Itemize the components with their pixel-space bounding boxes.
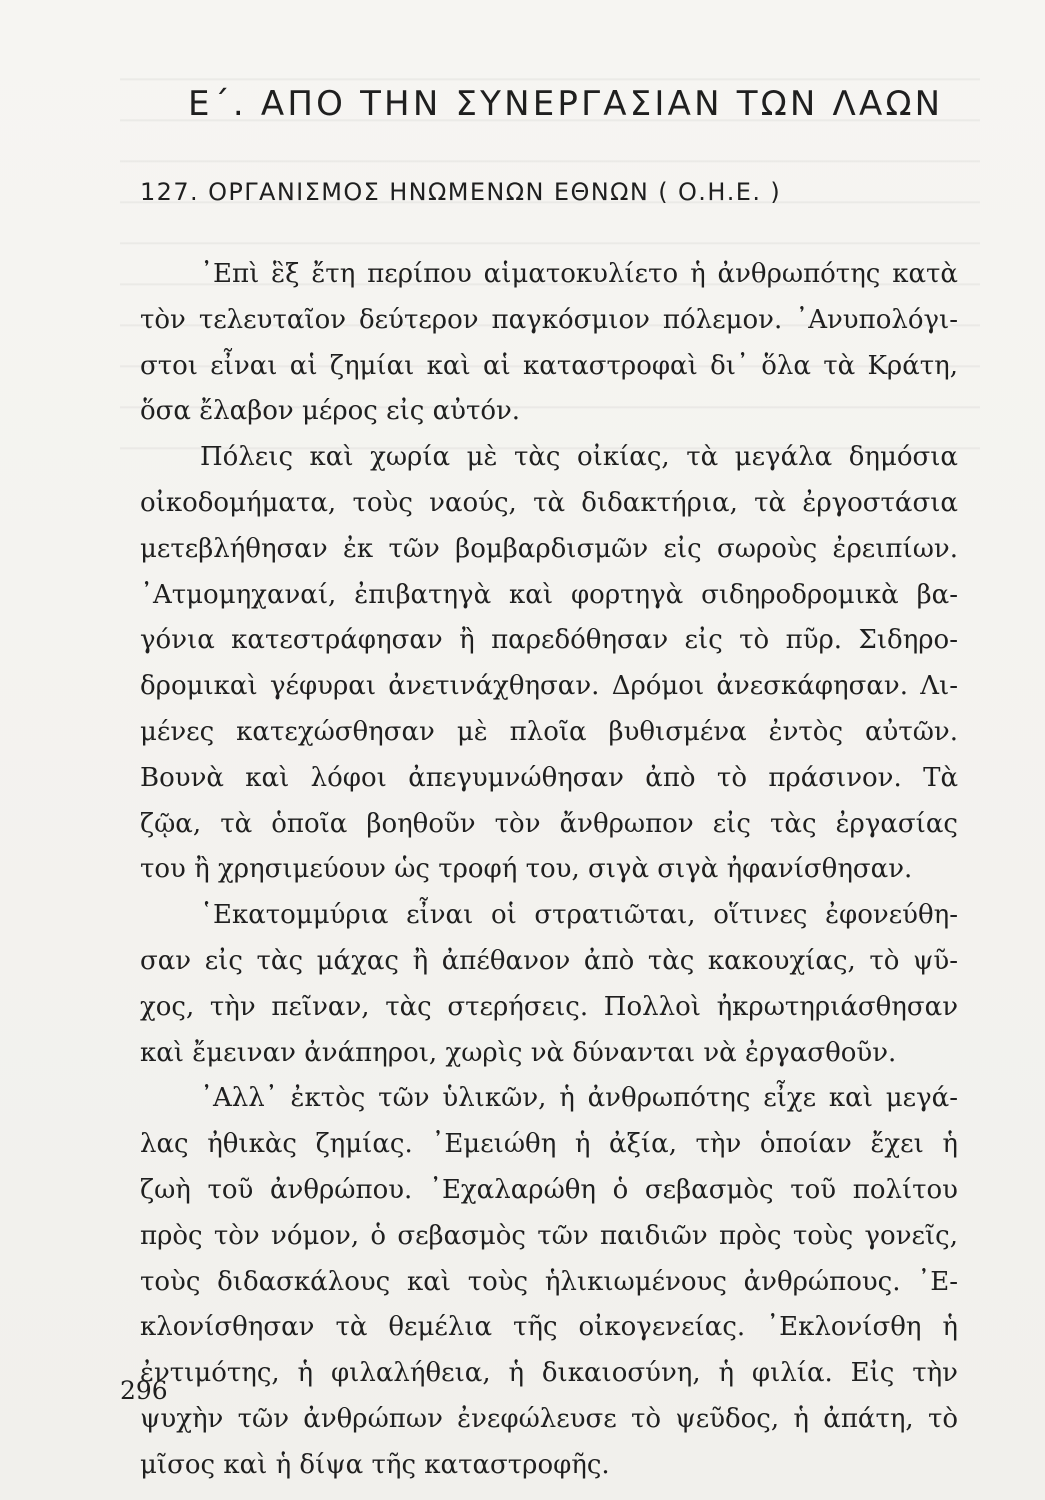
page-number: 296 (120, 1376, 168, 1405)
text-line: ᾿Ατμομηχαναί, ἐπιβατηγὰ καὶ φορτηγὰ σιδηροδρομικὰ βα- (140, 579, 958, 610)
text-line: ζῷα, τὰ ὁποῖα βοηθοῦν τὸν ἄνθρωπον εἰς τὰς ἐργασίας (140, 808, 958, 839)
text-line: του ἢ χρησιμεύουν ὡς τροφή του, σιγὰ σιγὰ ἠφανίσθησαν. (140, 854, 913, 885)
body-text (140, 252, 958, 1489)
text-line: ᾿Αλλ᾿ ἐκτὸς τῶν ὑλικῶν, ἡ ἀνθρωπότης εἶχε καὶ μεγά- (200, 1083, 958, 1114)
text-line: ᾿Επὶ ἓξ ἔτη περίπου αἱματοκυλίετο ἡ ἀνθρωπότης κατὰ (200, 259, 958, 289)
text-line: ὅσα ἔλαβον μέρος εἰς αὐτόν. (140, 396, 521, 427)
text-line: οἰκοδομήματα, τοὺς ναούς, τὰ διδακτήρια, τὰ ἐργοστάσια (140, 487, 958, 518)
text-line: ῾Εκατομμύρια εἶναι οἱ στρατιῶται, οἵτινες ἐφονεύθη- (200, 900, 958, 931)
text-line: Πόλεις καὶ χωρία μὲ τὰς οἰκίας, τὰ μεγάλα δημόσια (200, 442, 958, 473)
text-line: μένες κατεχώσθησαν μὲ πλοῖα βυθισμένα ἐντὸς αὐτῶν. (140, 716, 958, 747)
text-line: γόνια κατεστράφησαν ἢ παρεδόθησαν εἰς τὸ πῦρ. Σιδηρο- (140, 625, 958, 656)
text-line: στοι εἶναι αἱ ζημίαι καὶ αἱ καταστροφαὶ δι᾿ ὅλα τὰ Κράτη, (140, 350, 958, 381)
text-line: Βουνὰ καὶ λόφοι ἀπεγυμνώθησαν ἀπὸ τὸ πράσινον. Τὰ (140, 762, 958, 793)
text-line: ψυχὴν τῶν ἀνθρώπων ἐνεφώλευσε τὸ ψεῦδος, ἡ ἀπάτη, τὸ (140, 1403, 958, 1434)
text-line: καὶ ἔμειναν ἀνάπηροι, χωρὶς νὰ δύνανται νὰ ἐργασθοῦν. (140, 1037, 897, 1068)
text-line: κλονίσθησαν τὰ θεμέλια τῆς οἰκογενείας. ᾿Εκλονίσθη ἡ (140, 1312, 958, 1343)
text-line: ζωὴ τοῦ ἀνθρώπου. ᾿Εχαλαρώθη ὁ σεβασμὸς τοῦ πολίτου (140, 1174, 958, 1205)
text-line: τὸν τελευταῖον δεύτερον παγκόσμιον πόλεμον. ᾿Ανυπολόγι- (140, 304, 958, 335)
text-line: χος, τὴν πεῖναν, τὰς στερήσεις. Πολλοὶ ἠκρωτηριάσθησαν (140, 991, 958, 1022)
text-line: μετεβλήθησαν ἐκ τῶν βομβαρδισμῶν εἰς σωροὺς ἐρειπίων. (140, 533, 958, 564)
chapter-title: Ε΄. ΑΠΟ ΤΗΝ ΣΥΝΕΡΓΑΣΙΑΝ ΤΩΝ ΛΑΩΝ (188, 84, 944, 124)
section-title: 127. ΟΡΓΑΝΙΣΜΟΣ ΗΝΩΜΕΝΩΝ ΕΘΝΩΝ ( Ο.Η.Ε. ) (140, 178, 782, 206)
text-line: δρομικαὶ γέφυραι ἀνετινάχθησαν. Δρόμοι ἀνεσκάφησαν. Λι- (140, 671, 958, 702)
text-line: ἐντιμότης, ἡ φιλαλήθεια, ἡ δικαιοσύνη, ἡ φιλία. Εἰς τὴν (140, 1358, 958, 1389)
text-line: σαν εἰς τὰς μάχας ἢ ἀπέθανον ἀπὸ τὰς κακουχίας, τὸ ψῦ- (140, 945, 958, 976)
text-line: λας ἠθικὰς ζημίας. ᾿Εμειώθη ἡ ἀξία, τὴν ὁποίαν ἔχει ἡ (140, 1129, 958, 1160)
text-line: μῖσος καὶ ἡ δίψα τῆς καταστροφῆς. (140, 1449, 610, 1480)
text-line: τοὺς διδασκάλους καὶ τοὺς ἡλικιωμένους ἀνθρώπους. ᾿Ε- (140, 1266, 958, 1297)
text-line: πρὸς τὸν νόμον, ὁ σεβασμὸς τῶν παιδιῶν πρὸς τοὺς γονεῖς, (140, 1220, 958, 1251)
